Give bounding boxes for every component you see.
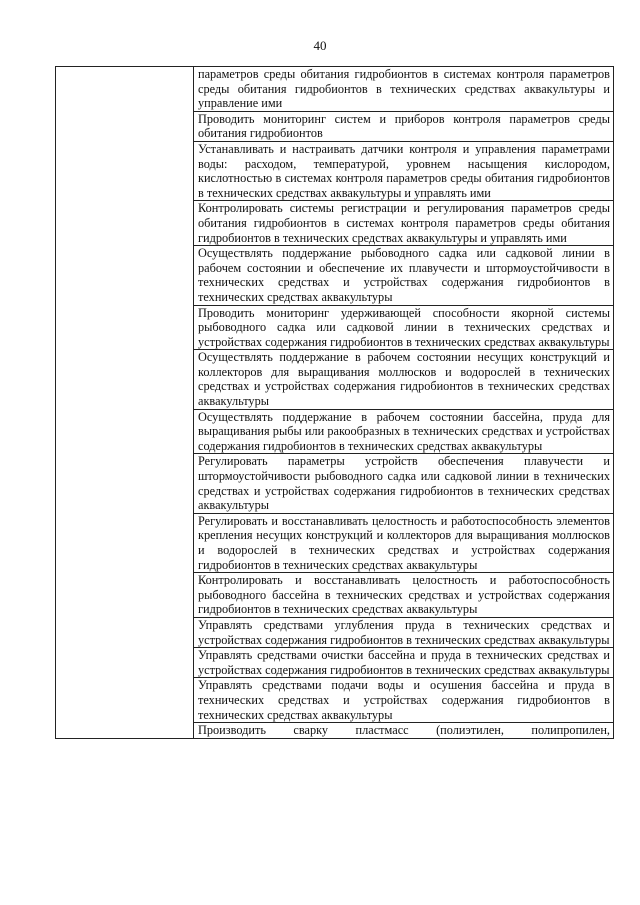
requirement-text: Проводить мониторинг удерживающей способности якорной системы рыбоводного садка или садковой линии в технических средствах и устройствах содержания гидробионтов в технических средствах аквакультуры — [198, 305, 610, 349]
requirement-text: Проводить мониторинг систем и приборов контроля параметров среды обитания гидробионтов — [198, 111, 610, 141]
requirement-text: Регулировать параметры устройств обеспечения плавучести и штормоустойчивости рыбоводного садка или садковой линии в технических средствах и устройствах содержания гидробионтов в технических средствах аквакультуры — [198, 454, 610, 513]
empty-left-column — [56, 67, 194, 739]
requirement-text: Осуществлять поддержание в рабочем состоянии бассейна, пруда для выращивания рыбы или ракообразных в технических средствах и устройствах содержания гидробионтов в технических средствах аквакультуры — [198, 409, 610, 453]
requirement-cell — [194, 573, 614, 618]
table-body — [56, 67, 614, 739]
requirement-text: Осуществлять поддержание в рабочем состоянии несущих конструкций и коллекторов для выращивания моллюсков и водорослей в технических средствах и устройствах содержания гидробионтов в технических средствах аквакультуры — [198, 350, 610, 409]
requirement-text: Осуществлять поддержание рыбоводного садка или садковой линии в рабочем состоянии и обеспечение их плавучести и штормоустойчивости в технических средствах и устройствах содержания гидробионтов в технических средствах аквакультуры — [198, 246, 610, 304]
requirement-text: Контролировать системы регистрации и регулирования параметров среды обитания гидробионтов в системах контроля параметров среды обитания гидробионтов в технических средствах аквакультуры и управлять ими — [198, 201, 610, 245]
requirement-cell — [194, 141, 614, 200]
requirement-cell — [194, 111, 614, 141]
requirement-cell — [194, 350, 614, 409]
requirement-cell — [194, 409, 614, 454]
requirement-cell — [194, 305, 614, 350]
requirement-cell — [194, 723, 614, 739]
requirements-table — [55, 66, 614, 739]
requirement-text: Управлять средствами подачи воды и осушения бассейна и пруда в технических средствах и устройствах содержания гидробионтов в технических средствах аквакультуры — [198, 678, 610, 722]
table-row — [56, 67, 614, 112]
requirement-cell — [194, 678, 614, 723]
requirement-text: Управлять средствами очистки бассейна и пруда в технических средствах и устройствах содержания гидробионтов в технических средствах аквакультуры — [198, 648, 610, 677]
requirement-text: Производить сварку пластмасс (полиэтилен, полипропилен, — [198, 723, 610, 738]
requirement-cell — [194, 617, 614, 647]
page-number: 40 — [313, 38, 327, 53]
requirement-text: Управлять средствами углубления пруда в технических средствах и устройствах содержания гидробионтов в технических средствах аквакультуры — [198, 617, 610, 647]
requirement-cell — [194, 201, 614, 246]
requirement-cell — [194, 454, 614, 513]
requirement-cell — [194, 648, 614, 678]
requirement-text: Устанавливать и настраивать датчики контроля и управления параметрами воды: расходом, температурой, уровнем насыщения кислородом, кислотностью в системах контроля параметров среды обитания гидробионтов в технических средствах аквакультуры и управлять ими — [198, 141, 610, 200]
requirement-cell — [194, 67, 614, 112]
requirement-cell — [194, 246, 614, 305]
requirement-cell — [194, 513, 614, 572]
requirement-text: Контролировать и восстанавливать целостность и работоспособность рыбоводного бассейна в технических средствах и устройствах содержания гидробионтов в технических средствах аквакультуры — [198, 573, 610, 617]
requirement-text: Регулировать и восстанавливать целостность и работоспособность элементов крепления несущих конструкций и коллекторов для выращивания моллюсков и водорослей в технических средствах и устройствах содержания гидробионтов в технических средствах аквакультуры — [198, 513, 610, 572]
requirement-text: параметров среды обитания гидробионтов в системах контроля параметров среды обитания гидробионтов в технических средствах аквакультуры и управление ими — [198, 67, 610, 111]
